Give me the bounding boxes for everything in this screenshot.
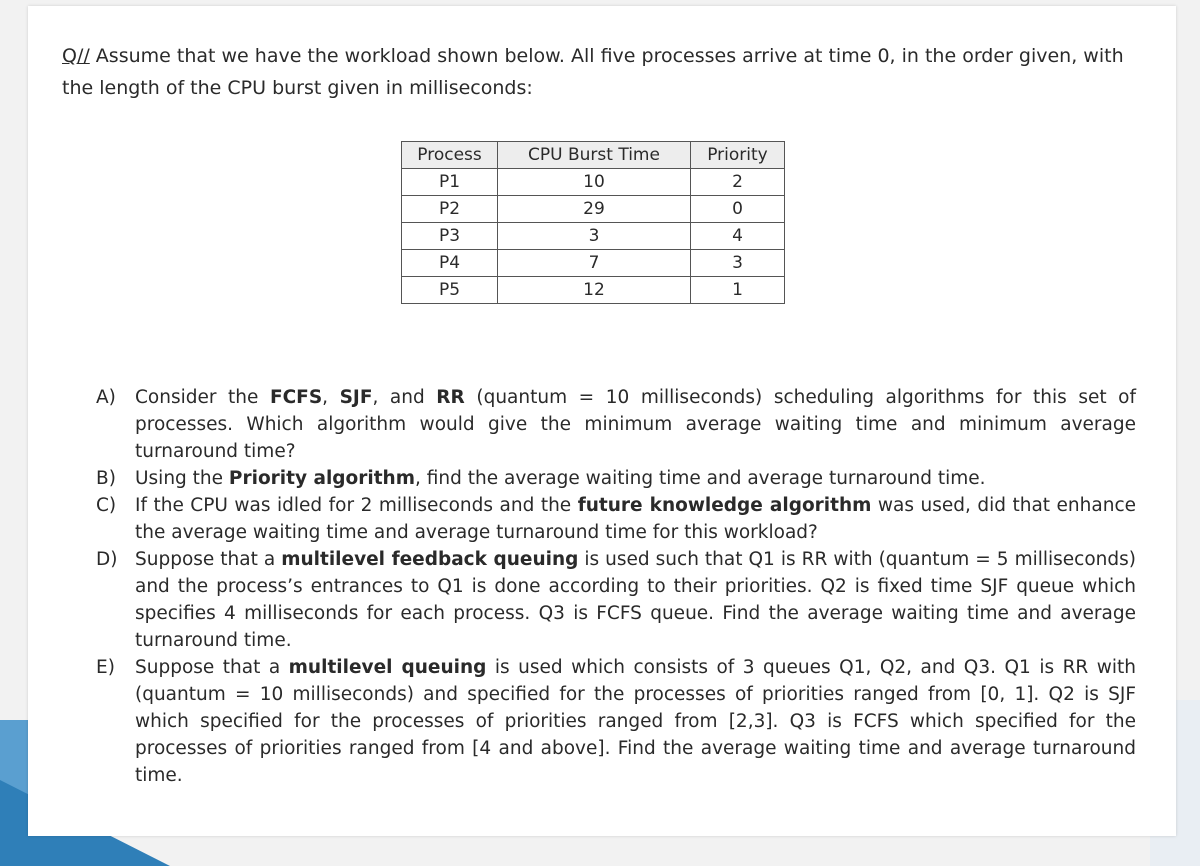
part-label: D) [96,549,118,570]
part-emphasis: Priority algorithm [228,468,415,489]
cell-priority: 4 [691,223,785,250]
part-text: If the CPU was idled for 2 milliseconds and the [135,495,578,516]
question-part [96,546,1136,654]
part-text: Suppose that a [135,549,282,570]
cell-burst: 7 [498,250,691,277]
cell-priority: 1 [691,277,785,304]
cell-burst: 3 [498,223,691,250]
cell-burst: 10 [498,169,691,196]
cell-burst: 12 [498,277,691,304]
part-emphasis: RR [436,387,465,408]
table-row [402,250,785,277]
part-text: is used such that Q1 is RR with (quantum = 5 milliseconds) and the process’s entrances to Q1 is done according to their priorities. Q2 is fixed time SJF queue which specifies 4 milliseconds for each process. Q3 is FCFS queue. Find the average waiting time and average turnaround time. [135,549,1136,651]
cell-process: P4 [402,250,498,277]
part-text: (quantum = 10 milliseconds) scheduling algorithms for this set of processes. Which algorithm would give the minimum average waiting time and minimum average turnaround time? [135,387,1137,462]
header-process: Process [402,142,498,169]
workload-table [401,141,785,304]
part-label: E) [96,657,115,678]
part-emphasis: FCFS [269,387,323,408]
header-cpu-burst-time: CPU Burst Time [498,142,691,169]
question-part [96,384,1136,465]
question-text: Assume that we have the workload shown below. All five processes arrive at time 0, in the order given, with the length of the CPU burst given in milliseconds: [62,45,1124,99]
part-text: was used, did that enhance the average waiting time and average turnaround time for this workload? [135,495,1136,543]
cell-priority: 2 [691,169,785,196]
cell-burst: 29 [498,196,691,223]
cell-priority: 3 [691,250,785,277]
cell-process: P3 [402,223,498,250]
question-parts-list [96,384,1136,789]
part-emphasis: SJF [339,387,373,408]
part-label: C) [96,495,117,516]
part-emphasis: multilevel feedback queuing [281,549,579,570]
table-row [402,223,785,250]
part-text: , [322,387,340,408]
table-row [402,169,785,196]
question-part [96,492,1136,546]
header-priority: Priority [691,142,785,169]
part-label: A) [96,387,116,408]
part-label: B) [96,468,116,489]
question-part [96,654,1136,789]
part-emphasis: multilevel queuing [288,657,487,678]
part-text: is used which consists of 3 queues Q1, Q2, and Q3. Q1 is RR with (quantum = 10 milliseconds) and specified for the processes of priorities ranged from [0, 1]. Q2 is SJF which specified for the processes of priorities ranged from [2,3]. Q3 is FCFS which specified for the processes of priorities ranged from [4 and above]. Find the average waiting time and average turnaround time. [135,657,1137,786]
table-header-row [402,142,785,169]
cell-process: P5 [402,277,498,304]
cell-process: P2 [402,196,498,223]
part-text: , and [372,387,437,408]
question-intro [62,40,1152,104]
part-text: Consider the [135,387,270,408]
cell-process: P1 [402,169,498,196]
part-text: Suppose that a [135,657,289,678]
table-row [402,277,785,304]
part-text: Using the [135,468,229,489]
cell-priority: 0 [691,196,785,223]
part-text: , find the average waiting time and average turnaround time. [415,468,986,489]
question-part [96,465,1136,492]
document-page [28,6,1176,836]
table-row [402,196,785,223]
question-marker: Q// [62,45,90,67]
part-emphasis: future knowledge algorithm [577,495,872,516]
